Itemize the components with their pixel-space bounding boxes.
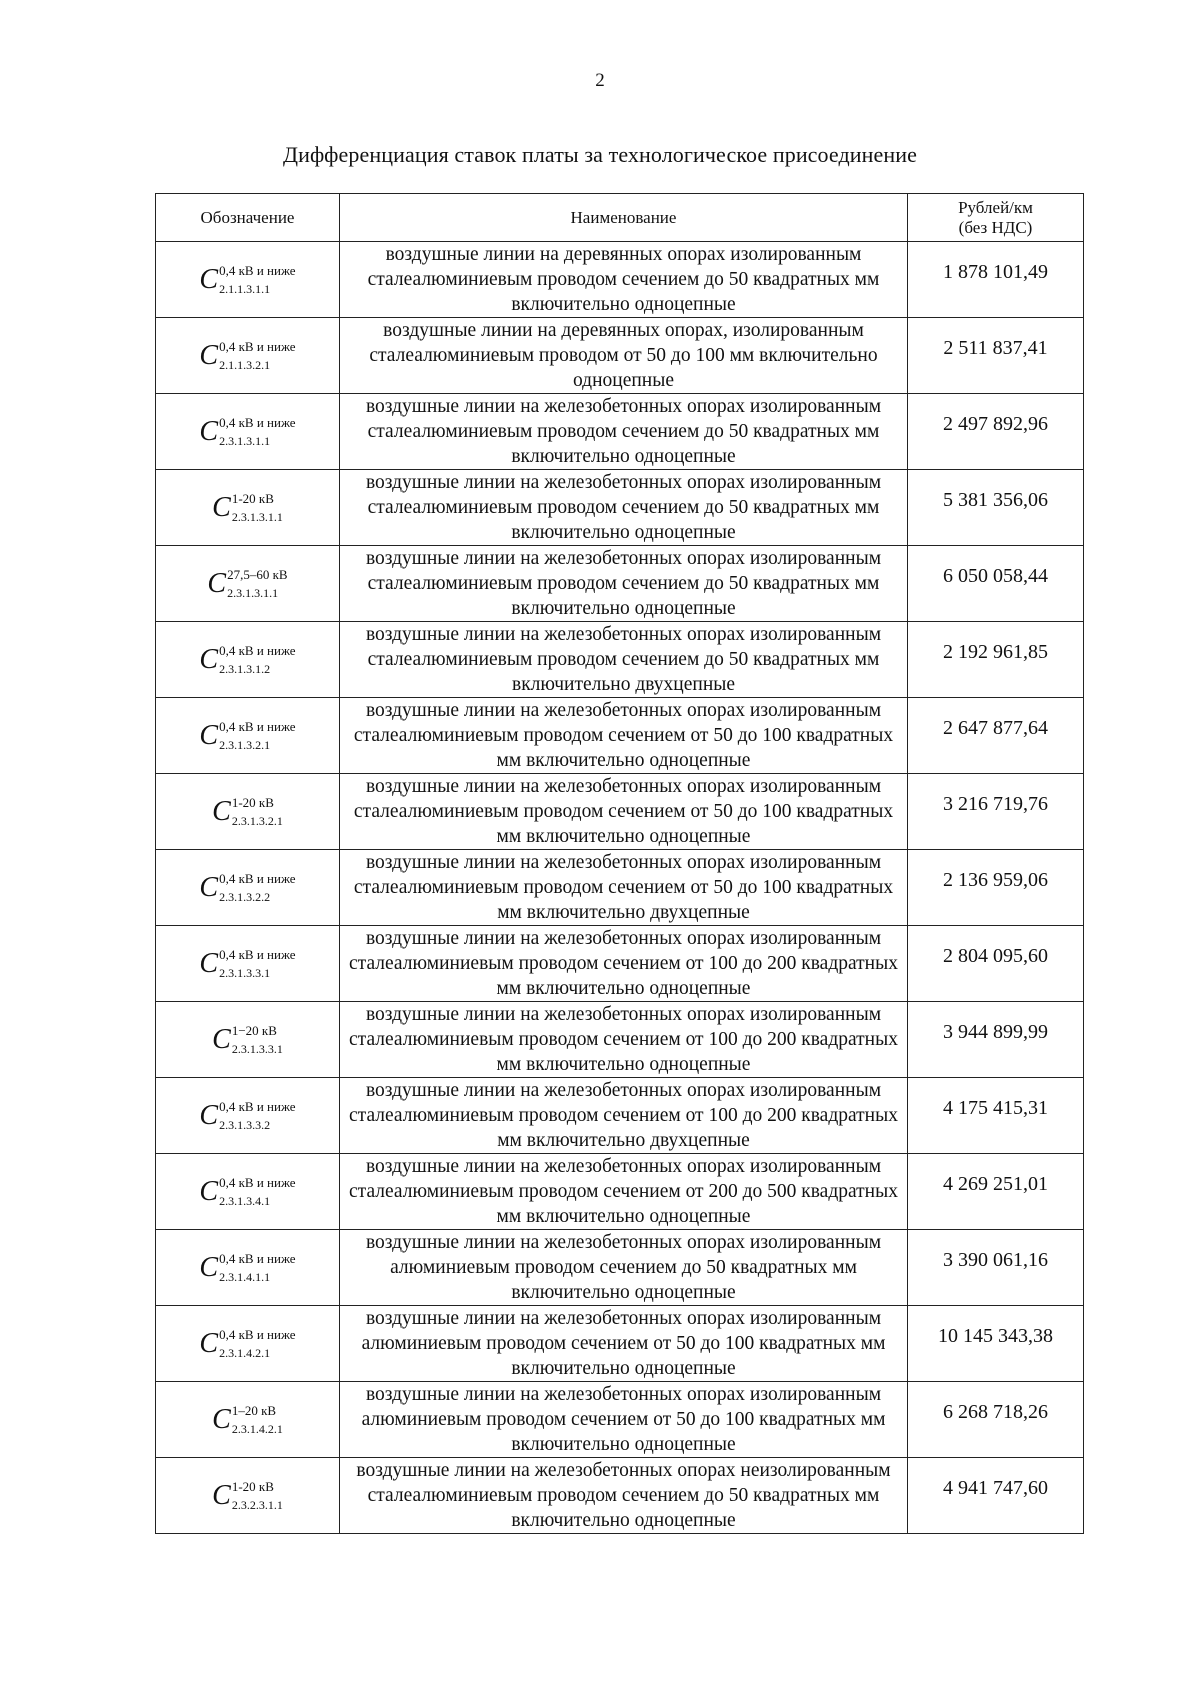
rate-index: 2.3.1.3.2.1 <box>231 813 283 828</box>
rate-voltage-class: 0,4 кВ и ниже <box>219 338 296 354</box>
rate-description: воздушные линии на железобетонных опорах изолированным сталеалюминиевым проводом сечением до 50 квадратных мм включительно одноцепные <box>340 546 908 622</box>
rate-index: 2.1.1.3.2.1 <box>219 357 271 372</box>
rate-description: воздушные линии на железобетонных опорах изолированным сталеалюминиевым проводом сечением до 50 квадратных мм включительно одноцепные <box>340 394 908 470</box>
rate-value-cell <box>908 1382 1084 1458</box>
rate-value: 3 216 719,76 <box>943 793 1048 815</box>
rate-value: 6 050 058,44 <box>943 565 1048 587</box>
rate-symbol-letter: C <box>199 1251 219 1283</box>
rate-voltage-class: 0,4 кВ и ниже <box>219 262 296 278</box>
rate-value-cell <box>908 1230 1084 1306</box>
table-header-row <box>156 194 1084 242</box>
header-code: Обозначение <box>156 194 340 242</box>
rate-description: воздушные линии на железобетонных опорах изолированным сталеалюминиевым проводом сечением от 100 до 200 квадратных мм включительно одноцепные <box>340 926 908 1002</box>
rate-index: 2.3.1.3.1.2 <box>219 661 271 676</box>
rate-description: воздушные линии на железобетонных опорах изолированным сталеалюминиевым проводом сечением от 50 до 100 квадратных мм включительно двухцепные <box>340 850 908 926</box>
rate-symbol-cell <box>156 242 340 318</box>
table-row <box>156 242 1084 318</box>
rate-voltage-class: 0,4 кВ и ниже <box>219 1326 296 1342</box>
rate-value-cell <box>908 774 1084 850</box>
rate-voltage-class: 0,4 кВ и ниже <box>219 1174 296 1190</box>
rate-value-cell <box>908 926 1084 1002</box>
rate-value-cell <box>908 242 1084 318</box>
rate-value: 6 268 718,26 <box>943 1401 1048 1423</box>
rate-value: 3 390 061,16 <box>943 1249 1048 1271</box>
rate-symbol-cell <box>156 470 340 546</box>
rate-index: 2.3.1.4.2.1 <box>231 1421 283 1436</box>
rate-index: 2.3.1.3.2.1 <box>219 737 271 752</box>
rate-symbol-letter: C <box>212 795 231 827</box>
rate-description: воздушные линии на железобетонных опорах изолированным сталеалюминиевым проводом сечением от 50 до 100 квадратных мм включительно одноцепные <box>340 698 908 774</box>
rate-value-cell <box>908 850 1084 926</box>
rate-description: воздушные линии на железобетонных опорах изолированным сталеалюминиевым проводом сечением от 200 до 500 квадратных мм включительно одноцепные <box>340 1154 908 1230</box>
table-row <box>156 1002 1084 1078</box>
rate-value-cell <box>908 1458 1084 1534</box>
rate-index: 2.3.1.4.1.1 <box>219 1269 271 1284</box>
rate-index: 2.3.1.3.1.1 <box>227 585 279 600</box>
rate-symbol-letter: C <box>199 339 219 371</box>
rate-description: воздушные линии на железобетонных опорах изолированным сталеалюминиевым проводом сечением до 50 квадратных мм включительно двухцепные <box>340 622 908 698</box>
rate-symbol-cell <box>156 698 340 774</box>
rate-symbol <box>212 1478 283 1512</box>
rate-voltage-class: 1-20 кВ <box>231 1478 274 1494</box>
table-row <box>156 926 1084 1002</box>
table-body <box>156 242 1084 1534</box>
rate-symbol-letter: C <box>199 719 219 751</box>
table-row <box>156 1154 1084 1230</box>
header-value-note: (без НДС) <box>958 217 1033 237</box>
header-value-unit: Рублей/км <box>958 197 1033 217</box>
rate-voltage-class: 0,4 кВ и ниже <box>219 642 296 658</box>
table-row <box>156 622 1084 698</box>
rate-symbol-cell <box>156 926 340 1002</box>
rate-symbol-cell <box>156 1154 340 1230</box>
rate-voltage-class: 27,5–60 кВ <box>227 566 288 582</box>
rate-symbol <box>212 490 283 524</box>
rate-description: воздушные линии на железобетонных опорах изолированным алюминиевым проводом сечением от 50 до 100 квадратных мм включительно одноцепные <box>340 1382 908 1458</box>
rate-symbol <box>212 1022 283 1056</box>
rate-symbol <box>199 338 296 372</box>
rate-symbol-cell <box>156 546 340 622</box>
rate-value: 4 269 251,01 <box>943 1173 1048 1195</box>
rate-index: 2.3.2.3.1.1 <box>231 1497 283 1512</box>
rate-symbol-letter: C <box>212 1479 231 1511</box>
rate-symbol <box>199 1098 296 1132</box>
rate-symbol-letter: C <box>212 1023 231 1055</box>
rate-symbol <box>199 718 296 752</box>
header-name: Наименование <box>340 194 908 242</box>
rate-value: 10 145 343,38 <box>938 1325 1053 1347</box>
rate-description: воздушные линии на железобетонных опорах изолированным сталеалюминиевым проводом сечением от 100 до 200 квадратных мм включительно одноцепные <box>340 1002 908 1078</box>
page-number: 2 <box>595 70 605 91</box>
rate-symbol <box>199 1250 296 1284</box>
rate-symbol-cell <box>156 318 340 394</box>
rate-symbol-cell <box>156 1382 340 1458</box>
rate-description: воздушные линии на деревянных опорах изолированным сталеалюминиевым проводом сечением до 50 квадратных мм включительно одноцепные <box>340 242 908 318</box>
rate-symbol-cell <box>156 774 340 850</box>
rate-symbol <box>199 414 296 448</box>
rate-value-cell <box>908 1154 1084 1230</box>
rate-symbol-cell <box>156 1078 340 1154</box>
rate-symbol-cell <box>156 1002 340 1078</box>
rate-symbol-letter: C <box>212 491 231 523</box>
rate-voltage-class: 0,4 кВ и ниже <box>219 1250 296 1266</box>
rate-symbol <box>199 1174 296 1208</box>
rate-description: воздушные линии на деревянных опорах, изолированным сталеалюминиевым проводом от 50 до 100 мм включительно одноцепные <box>340 318 908 394</box>
rates-table <box>155 193 1084 1534</box>
rate-value-cell <box>908 1306 1084 1382</box>
rate-voltage-class: 1-20 кВ <box>231 794 274 810</box>
rate-voltage-class: 1–20 кВ <box>231 1402 277 1418</box>
table-row <box>156 1306 1084 1382</box>
rate-value-cell <box>908 1078 1084 1154</box>
rate-voltage-class: 0,4 кВ и ниже <box>219 870 296 886</box>
rate-symbol-letter: C <box>199 947 219 979</box>
rate-value-cell <box>908 622 1084 698</box>
rate-index: 2.3.1.3.1.1 <box>219 433 271 448</box>
rate-value: 2 647 877,64 <box>943 717 1048 739</box>
rate-value: 4 941 747,60 <box>943 1477 1048 1499</box>
rate-index: 2.3.1.3.3.1 <box>219 965 271 980</box>
rate-symbol <box>199 1326 296 1360</box>
rate-symbol-cell <box>156 1458 340 1534</box>
rate-value: 2 136 959,06 <box>943 869 1048 891</box>
document-title: Дифференциация ставок платы за технологическое присоединение <box>282 142 918 167</box>
rate-symbol-cell <box>156 622 340 698</box>
rate-value: 1 878 101,49 <box>943 261 1048 283</box>
rate-symbol <box>212 1402 283 1436</box>
rate-symbol-cell <box>156 1230 340 1306</box>
rate-voltage-class: 0,4 кВ и ниже <box>219 1098 296 1114</box>
rate-description: воздушные линии на железобетонных опорах изолированным сталеалюминиевым проводом сечением от 100 до 200 квадратных мм включительно двухцепные <box>340 1078 908 1154</box>
rate-symbol-cell <box>156 850 340 926</box>
rate-voltage-class: 0,4 кВ и ниже <box>219 946 296 962</box>
header-value <box>908 194 1084 242</box>
rate-symbol <box>199 946 296 980</box>
rate-value: 2 192 961,85 <box>943 641 1048 663</box>
rate-description: воздушные линии на железобетонных опорах изолированным сталеалюминиевым проводом сечением от 50 до 100 квадратных мм включительно одноцепные <box>340 774 908 850</box>
rate-description: воздушные линии на железобетонных опорах изолированным алюминиевым проводом сечением от 50 до 100 квадратных мм включительно одноцепные <box>340 1306 908 1382</box>
rate-symbol <box>199 262 296 296</box>
rate-index: 2.1.1.3.1.1 <box>219 281 271 296</box>
rate-value: 5 381 356,06 <box>943 489 1048 511</box>
rate-value: 2 804 095,60 <box>943 945 1048 967</box>
table-row <box>156 1078 1084 1154</box>
table-row <box>156 546 1084 622</box>
rate-index: 2.3.1.3.3.2 <box>219 1117 271 1132</box>
table-row <box>156 318 1084 394</box>
rate-index: 2.3.1.3.3.1 <box>231 1041 283 1056</box>
rate-symbol <box>199 870 296 904</box>
rate-symbol-letter: C <box>199 643 219 675</box>
rate-index: 2.3.1.3.4.1 <box>219 1193 271 1208</box>
rate-symbol <box>207 566 288 600</box>
rate-value-cell <box>908 1002 1084 1078</box>
rate-value: 2 511 837,41 <box>943 337 1048 359</box>
rate-description: воздушные линии на железобетонных опорах изолированным алюминиевым проводом сечением до 50 квадратных мм включительно одноцепные <box>340 1230 908 1306</box>
rate-symbol-letter: C <box>207 567 227 599</box>
rate-value-cell <box>908 394 1084 470</box>
rate-symbol <box>212 794 283 828</box>
table-row <box>156 774 1084 850</box>
rate-value: 3 944 899,99 <box>943 1021 1048 1043</box>
rate-symbol-cell <box>156 1306 340 1382</box>
rate-value: 4 175 415,31 <box>943 1097 1048 1119</box>
rate-symbol-cell <box>156 394 340 470</box>
rate-symbol-letter: C <box>199 415 219 447</box>
rate-value: 2 497 892,96 <box>943 413 1048 435</box>
rate-value-cell <box>908 698 1084 774</box>
rate-value-cell <box>908 546 1084 622</box>
rate-voltage-class: 0,4 кВ и ниже <box>219 414 296 430</box>
rate-index: 2.3.1.3.1.1 <box>231 509 283 524</box>
rate-value-cell <box>908 470 1084 546</box>
rate-symbol-letter: C <box>199 871 219 903</box>
rate-description: воздушные линии на железобетонных опорах изолированным сталеалюминиевым проводом сечением до 50 квадратных мм включительно одноцепные <box>340 470 908 546</box>
rate-symbol-letter: C <box>199 1175 219 1207</box>
rate-index: 2.3.1.4.2.1 <box>219 1345 271 1360</box>
rate-symbol-letter: C <box>199 1327 219 1359</box>
table-row <box>156 850 1084 926</box>
table-row <box>156 1230 1084 1306</box>
rate-symbol-letter: C <box>199 1099 219 1131</box>
rate-description: воздушные линии на железобетонных опорах неизолированным сталеалюминиевым проводом сечением до 50 квадратных мм включительно одноцепные <box>340 1458 908 1534</box>
table-row <box>156 698 1084 774</box>
rate-voltage-class: 1-20 кВ <box>231 490 274 506</box>
table-row <box>156 1382 1084 1458</box>
table-row <box>156 394 1084 470</box>
rate-symbol <box>199 642 296 676</box>
rate-voltage-class: 1−20 кВ <box>231 1022 277 1038</box>
table-row <box>156 470 1084 546</box>
table-row <box>156 1458 1084 1534</box>
rate-index: 2.3.1.3.2.2 <box>219 889 271 904</box>
rate-voltage-class: 0,4 кВ и ниже <box>219 718 296 734</box>
rate-symbol-letter: C <box>199 263 219 295</box>
rate-symbol-letter: C <box>212 1403 231 1435</box>
rate-value-cell <box>908 318 1084 394</box>
